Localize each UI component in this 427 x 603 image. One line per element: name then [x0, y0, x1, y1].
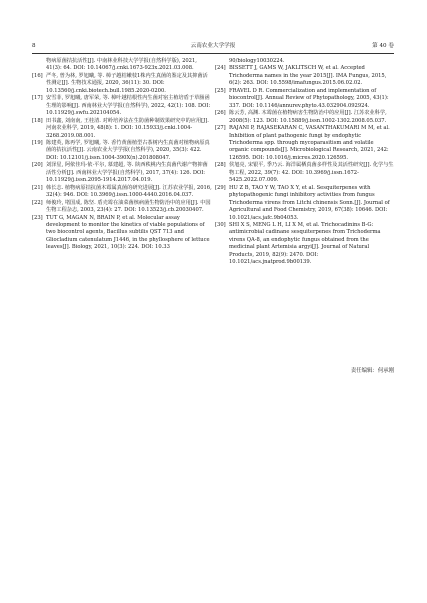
reference-number: [26]	[215, 110, 226, 117]
reference-26	[215, 110, 395, 125]
reference-25	[215, 88, 395, 110]
reference-number: [25]	[215, 87, 226, 94]
reference-20	[32, 162, 212, 184]
reference-number: [19]	[32, 139, 43, 146]
reference-text: 田书鑫, 刘南南, 王桂清. 对岭培养法在生防菌种制效果研究中的应用[J]. 河南农业科学, 2019, 48(8): 1. DOI: 10.15933/j.cnki.1004-3268.2019.08.001.	[46, 117, 209, 139]
reference-text: 陈建英, 陈再学, 罗旭曦, 等. 香竹黄菌植型古茶树内生真菌对植物病原真菌的拮抗活性[J]. 云南农业大学学报(自然科学), 2020, 35(3): 422. DOI: 10.12101/j.issn.1004-390X(n).201808047.	[46, 139, 210, 161]
volume-label: 第 40 卷	[372, 43, 394, 49]
reference-text: TUT G, MAGAN N, BRAIN P, et al. Molecular assay development to monitor the kinetics of viable populations of two biocontrol agents, Bacillus subtilis QST 713 and Gliocladium catenulatum J1446, in the phyllosphere of lettuce leaves[J]. Biology, 2021, 10(3): 224. DOI: 10.33	[46, 214, 210, 251]
journal-title: 云南农业大学学报	[190, 43, 236, 49]
reference-27	[215, 125, 395, 162]
reference-text: SHI X S, MENG L H, LI X M, et al. Trichocadinins B-G: antimicrobial cadinane sesquiterpenes from Trichoderma virens QA-8, an endophytic fungus obtained from the medicinal plant Artemisia argyi[J]. Journal of Natural Products, 2019, 82(9): 2470. DOI: 10.1021/acs.jnatprod.9b00139.	[229, 221, 381, 266]
header-rule	[32, 53, 394, 54]
references-left-column	[32, 58, 212, 252]
reference-number: [22]	[32, 199, 43, 206]
reference-number: [28]	[215, 162, 226, 169]
reference-30	[215, 222, 395, 267]
reference-18	[32, 118, 212, 140]
reference-28	[215, 162, 395, 184]
reference-number: [20]	[32, 162, 43, 169]
reference-text: 严冬, 曾为林, 罗旭曦, 等. 樟子越桔嫩枝1株内生真菌的鉴定及其抑菌活性测定[J]. 生物技术通报, 2020, 36(11): 30. DOI: 10.13560/j.cnki.biotech.bull.1985.2020-0200.	[46, 72, 208, 94]
reference-19	[32, 140, 212, 162]
reference-continuation: 物病原菌拮抗活性[J]. 中南林业科技大学学报(自然科学版), 2021, 41(3): 64. DOI: 10.14067/j.cnki.1673-923x.2021.03.008.	[46, 58, 197, 72]
reference-24	[215, 65, 395, 87]
reference-number: [17]	[32, 95, 43, 102]
reference-continuation: 90/biology10030224.	[229, 58, 285, 64]
responsible-editor: 责任编辑：何承刚	[350, 368, 394, 374]
reference-text: 陈云芳, 高渊. 木霉菌在植物病害生物防治中的应用[J]. 江苏农业科学, 2008(5): 123. DOI: 10.15889/j.issn.1002-1302.2008.05.037.	[229, 110, 387, 124]
reference-21	[32, 185, 212, 200]
reference-17	[32, 95, 212, 117]
reference-text: BISSETT J, GAMS W, JAKLITSCH W, et al. Accepted Trichoderma names in the year 2015[J]. IMA Fungus, 2015, 6(2): 263. DOI: 10.5598/imafungus.2015.06.02.02.	[229, 65, 387, 87]
reference-16	[32, 73, 212, 95]
reference-number: [24]	[215, 65, 226, 72]
reference-22	[32, 200, 212, 215]
reference-text: HU Z B, TAO Y W, TAO X Y, et al. Sesquiterpenes with phytopathogenic fungi inhibitory activities from fungus Trichoderma virens from Litchi chinensis Sonn.[J]. Journal of Agricultural and Food Chemistry, 2019, 67(38): 10646. DOI: 10.1021/acs.jafc.9b04053.	[229, 184, 390, 221]
reference-text: 安雪菲, 罗旭曦, 唐军荣, 等. 樟叶越桔根性内生菌对宿主植培盾于草肠函生理的影响[J]. 西南林业大学学报(自然科学), 2022, 42(1): 108. DOI: 10.11929/j.swfu.202104054.	[46, 95, 211, 117]
reference-number: [21]	[32, 184, 43, 191]
reference-text: FRAVEL D R. Commercialization and implementation of biocontrol[J]. Annual Review of Phytopathology, 2005, 43(1): 337. DOI: 10.1146/annurev.phyto.43.032904.092924.	[229, 87, 389, 109]
page-number: 8	[32, 43, 36, 49]
reference-text: 刘泽星, 阿依佳玛·依·平尔, 慕建超, 等. 陕西秩桃内生真菌代谢产物抑菌活性分析[J]. 西南林业大学学报(自然科学), 2017, 37(4): 126. DOI: 10.11929/j.issn.2095-1914.2017.04.019.	[46, 162, 208, 184]
reference-number: [29]	[215, 184, 226, 191]
reference-number: [18]	[32, 117, 43, 124]
reference-number: [16]	[32, 72, 43, 79]
reference-text: RAJANI P, RAJASEKARAN C, VASANTHAKUMARI M M, et al. Inhibition of plant pathogenic fungi by endophytic Trichoderma spp. through mycoparasitism and volatile organic compounds[J]. Microbiological Research, 2021, 242: 126595. DOI: 10.1016/j.micres.2020.126595.	[229, 125, 390, 161]
reference-text: 侯旭亮, 宋银平, 季乃云. 海洋属栖真菌多样性及其活性研究[J]. 化学与生物工程, 2022, 39(7): 42. DOI: 10.3969/j.issn.1672-5425.2022.07.009.	[229, 162, 394, 184]
references-right-column	[215, 58, 395, 267]
reference-number: [23]	[32, 214, 43, 221]
reference-number: [27]	[215, 125, 226, 132]
page-header	[32, 40, 394, 52]
reference-text: 师俊玲, 堵国成, 陈坚. 盾壳霉在油菜菌核病菌生物防治中的应用[J]. 中国生物工程杂志, 2003, 23(4): 27. DOI: 10.13523/j.cb.20030407.	[46, 199, 211, 214]
reference-29	[215, 185, 395, 222]
reference-23	[32, 215, 212, 252]
reference-number: [30]	[215, 221, 226, 228]
reference-text: 韩长志. 植物病原拮抗菌木霉属真菌的研究进展[J]. 江苏农业学报, 2016, 32(4): 946. DOI: 10.3969/j.issn.1000-4440.2016.04.037.	[46, 184, 212, 199]
